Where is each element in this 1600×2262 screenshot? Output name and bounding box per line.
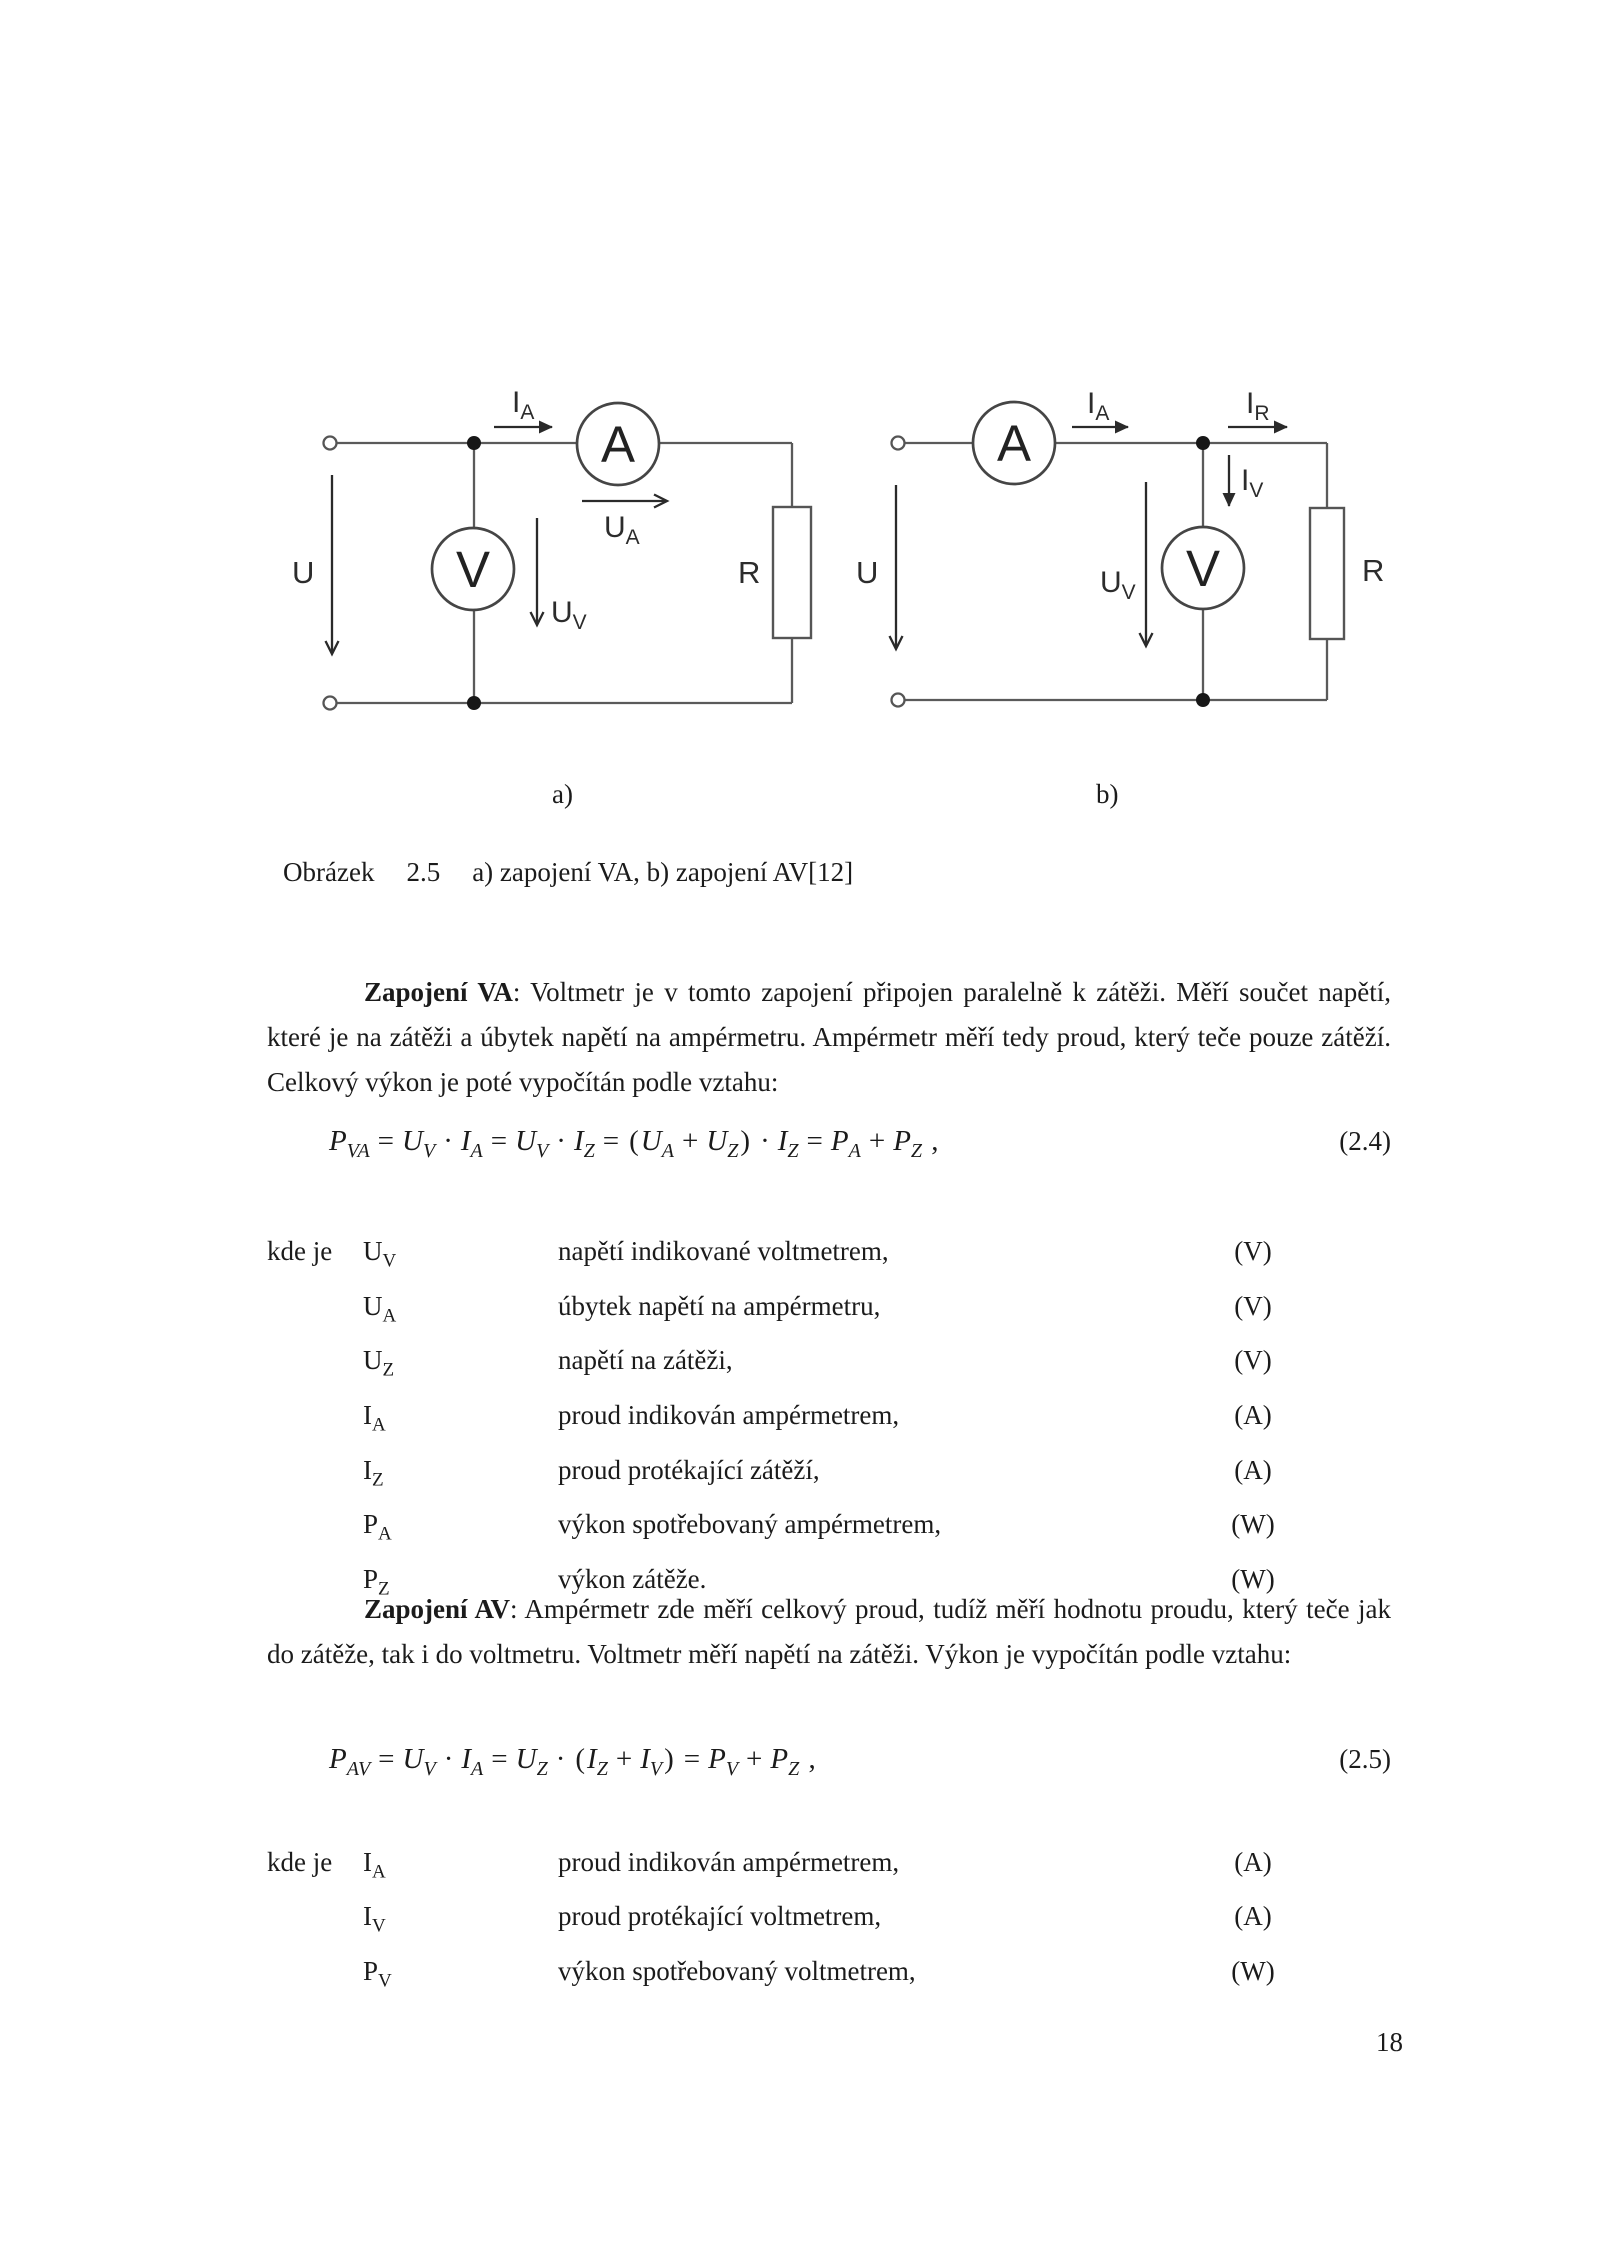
- terminal-bottom-b: [892, 694, 905, 707]
- junction-top-b: [1196, 436, 1210, 450]
- resistor-a: [773, 507, 811, 638]
- uv-b-label: $U_V$: [1100, 566, 1136, 604]
- page-number: 18: [1376, 2027, 1403, 2057]
- junction-bottom-b: [1196, 693, 1210, 707]
- symbol-unit: (A): [1234, 1454, 1272, 1485]
- symbol: $I_V$: [363, 1901, 386, 1937]
- ua-a-label: $U_A$: [604, 511, 640, 549]
- symbol: $U_A$: [363, 1290, 397, 1327]
- ia-a-label: $I_A$: [512, 386, 535, 424]
- figure-sublabel-b: b): [1096, 779, 1119, 809]
- symbol: $P_Z$: [363, 1564, 390, 1600]
- voltage-arrow-ua-a: [582, 501, 666, 549]
- equation-2-4: [267, 1119, 1391, 1174]
- voltage-arrow-uv-b: [1100, 482, 1146, 645]
- current-arrow-ia-a: [494, 386, 552, 427]
- symbol-description: úbytek napětí na ampérmetru,: [558, 1290, 881, 1321]
- equation-2-5-number: (2.5): [1339, 1744, 1391, 1774]
- definition-row: [267, 1448, 1391, 1503]
- symbol-unit: (V): [1234, 1345, 1272, 1376]
- ia-b-label: $I_A$: [1087, 387, 1110, 425]
- symbol-unit: (V): [1234, 1236, 1272, 1266]
- paragraph-av: [267, 1587, 1391, 1677]
- figure-caption-label: Obrázek: [283, 857, 375, 887]
- symbol-description: proud indikován ampérmetrem,: [558, 1400, 900, 1431]
- definition-intro: kde je: [267, 1236, 333, 1266]
- symbol-unit: (A): [1234, 1400, 1272, 1431]
- definition-row: [267, 1393, 1391, 1448]
- equation-2-4-body: $P_{VA} = U_V \cdot I_A = U_V \cdot I_Z = (U_A + U_Z) \cdot I_Z = P_A + P_Z$ ,: [329, 1125, 939, 1162]
- resistor-a-label: R: [738, 555, 761, 590]
- definition-row: [267, 1284, 1391, 1339]
- definition-row: [267, 1338, 1391, 1393]
- symbol: $I_A$: [363, 1400, 386, 1436]
- paragraph-av-lead: Zapojení AV: [364, 1594, 510, 1624]
- current-arrow-ir-b: [1228, 387, 1287, 427]
- voltage-arrow-u-b: [856, 485, 896, 648]
- symbol-unit: (V): [1234, 1290, 1272, 1321]
- u-a-label: U: [292, 555, 315, 590]
- figure-caption-text: a) zapojení VA, b) zapojení AV[12]: [472, 857, 854, 887]
- symbol-description: proud protékající zátěží,: [558, 1454, 820, 1485]
- paragraph-va: [267, 970, 1391, 1105]
- ir-b-label: $I_R$: [1246, 387, 1270, 425]
- terminal-bottom-a: [324, 697, 337, 710]
- definition-row: [267, 1949, 1391, 2003]
- equation-2-5: [267, 1737, 1391, 1792]
- definition-row: [267, 1840, 1391, 1894]
- terminal-top-b: [892, 437, 905, 450]
- voltmeter-b-letter: V: [1185, 540, 1221, 597]
- junction-bottom-a: [467, 696, 481, 710]
- equation-2-5-body: $P_{AV} = U_V \cdot I_A = U_Z \cdot (I_Z + I_V) = P_V + P_Z$ ,: [329, 1743, 816, 1780]
- resistor-b-label: R: [1362, 553, 1385, 588]
- equation-2-4-number: (2.4): [1339, 1126, 1391, 1156]
- symbol: $I_Z$: [363, 1454, 384, 1491]
- symbol-description: napětí indikované voltmetrem,: [558, 1236, 889, 1266]
- current-arrow-iv-b: [1229, 455, 1263, 506]
- symbol-description: výkon spotřebovaný ampérmetrem,: [558, 1509, 942, 1540]
- paragraph-va-lead: Zapojení VA: [364, 977, 513, 1007]
- symbol-unit: (A): [1234, 1847, 1272, 1877]
- junction-top-a: [467, 436, 481, 450]
- symbol: $I_A$: [363, 1847, 386, 1883]
- definition-list-va: [267, 1229, 1391, 1612]
- symbol-description: proud protékající voltmetrem,: [558, 1901, 882, 1932]
- symbol-unit: (W): [1231, 1564, 1275, 1595]
- voltage-arrow-u-a: [292, 475, 332, 653]
- circuit-b: [856, 387, 1384, 707]
- symbol-description: proud indikován ampérmetrem,: [558, 1847, 900, 1877]
- iv-b-label: $I_V$: [1241, 464, 1264, 502]
- u-b-label: U: [856, 555, 879, 590]
- symbol: $P_V$: [363, 1955, 392, 1992]
- voltmeter-a-letter: V: [455, 541, 491, 598]
- paragraph-av-text: : Ampérmetr zde měří celkový proud, tudíž měří hodnotu proudu, který teče jak do zátěže, tak i do voltmetru. Voltmetr měří napětí na zátěži. Výkon je vypočítán podle vztahu:: [267, 1594, 1391, 1669]
- definition-list-av: [267, 1840, 1391, 2003]
- definition-row: [267, 1502, 1391, 1557]
- symbol-unit: (W): [1231, 1509, 1275, 1540]
- resistor-b: [1310, 508, 1344, 639]
- symbol: $U_Z$: [363, 1345, 395, 1381]
- wires-a: [337, 443, 792, 703]
- voltage-arrow-uv-a: [537, 518, 587, 634]
- symbol-description: výkon zátěže.: [558, 1564, 707, 1595]
- definition-intro: kde je: [267, 1847, 333, 1877]
- figure-caption-number: 2.5: [406, 857, 441, 887]
- symbol-unit: (W): [1231, 1955, 1275, 1986]
- definition-row: [267, 1894, 1391, 1948]
- symbol: $U_V$: [363, 1236, 397, 1272]
- figure-sublabel-a: a): [552, 779, 573, 809]
- circuit-a: [292, 386, 811, 710]
- symbol: $P_A$: [363, 1509, 392, 1545]
- ammeter-b-letter: A: [996, 415, 1032, 472]
- paragraph-va-text: : Voltmetr je v tomto zapojení připojen paralelně k zátěži. Měří součet napětí, které je na zátěži a úbytek napětí na ampérmetru. Ampérmetr měří tedy proud, který teče pouze zátěží. Celkový výkon je poté vypočítán podle vztahu:: [267, 977, 1392, 1097]
- symbol-description: napětí na zátěži,: [558, 1345, 733, 1376]
- definition-row: [267, 1229, 1391, 1284]
- symbol-description: výkon spotřebovaný voltmetrem,: [558, 1955, 916, 1986]
- symbol-unit: (A): [1234, 1901, 1272, 1932]
- terminal-top-a: [324, 437, 337, 450]
- figure-caption: [283, 857, 853, 888]
- ammeter-a-letter: A: [600, 416, 636, 473]
- current-arrow-ia-b: [1072, 387, 1128, 427]
- uv-a-label: $U_V$: [551, 596, 587, 634]
